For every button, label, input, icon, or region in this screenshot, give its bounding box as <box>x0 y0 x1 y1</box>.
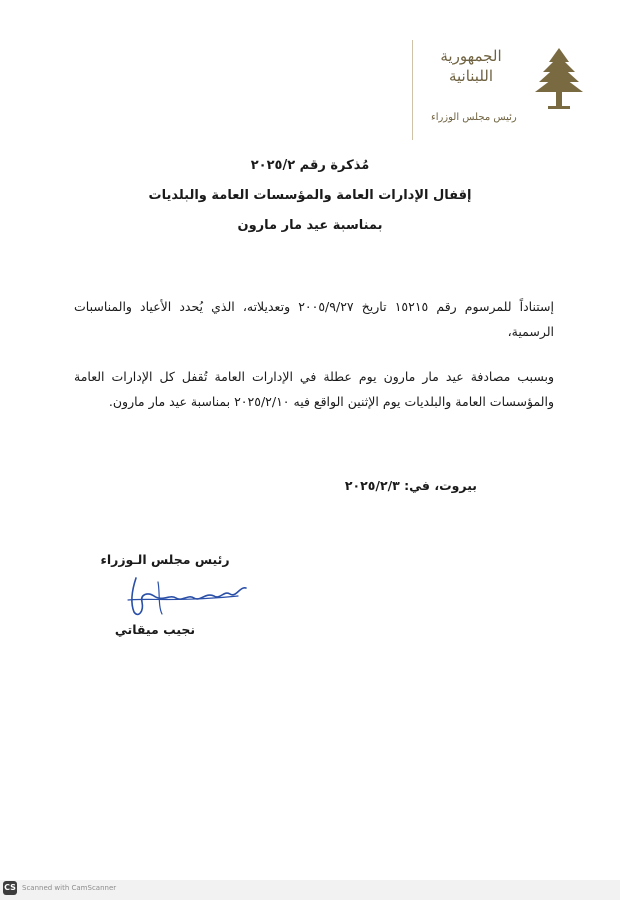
date-line: بيروت، في: ٢٠٢٥/٢/٣ <box>344 478 477 493</box>
memo-subject: إقفال الإدارات العامة والمؤسسات العامة والبلديات <box>148 188 472 203</box>
cedar-tree-icon <box>531 44 587 114</box>
camscanner-logo-icon: CS <box>3 881 17 895</box>
signatory-title: رئيس مجلس الـوزراء <box>100 552 230 567</box>
signatory-name: نجيب ميقاتي <box>114 622 196 637</box>
body-paragraph-1: إستناداً للمرسوم رقم ١٥٢١٥ تاريخ ٢٠٠٥/٩/٢٧ وتعديلاته، الذي يُحدد الأعياد والمناسبات الرسمية، <box>74 299 554 339</box>
republic-line-2: اللبنانية <box>448 67 494 85</box>
republic-line-1: الجمهورية <box>440 47 502 65</box>
handwritten-signature <box>118 572 258 622</box>
memo-occasion: بمناسبة عيد مار مارون <box>237 218 383 233</box>
office-title: رئيس مجلس الوزراء <box>431 112 517 123</box>
body-paragraph-2: وبسبب مصادفة عيد مار مارون يوم عطلة في الإدارات العامة تُقفل كل الإدارات العامة والمؤسسات العامة والبلديات يوم الإثنين الواقع فيه ٢٠٢٥/٢/١٠ بمناسبة عيد مار مارون. <box>74 369 554 409</box>
letterhead <box>412 40 593 140</box>
republic-emblem-text <box>431 46 511 86</box>
memo-number: مُذكرة رقم ٢٠٢٥/٢ <box>250 158 370 173</box>
scanner-watermark: Scanned with CamScanner <box>22 884 117 892</box>
